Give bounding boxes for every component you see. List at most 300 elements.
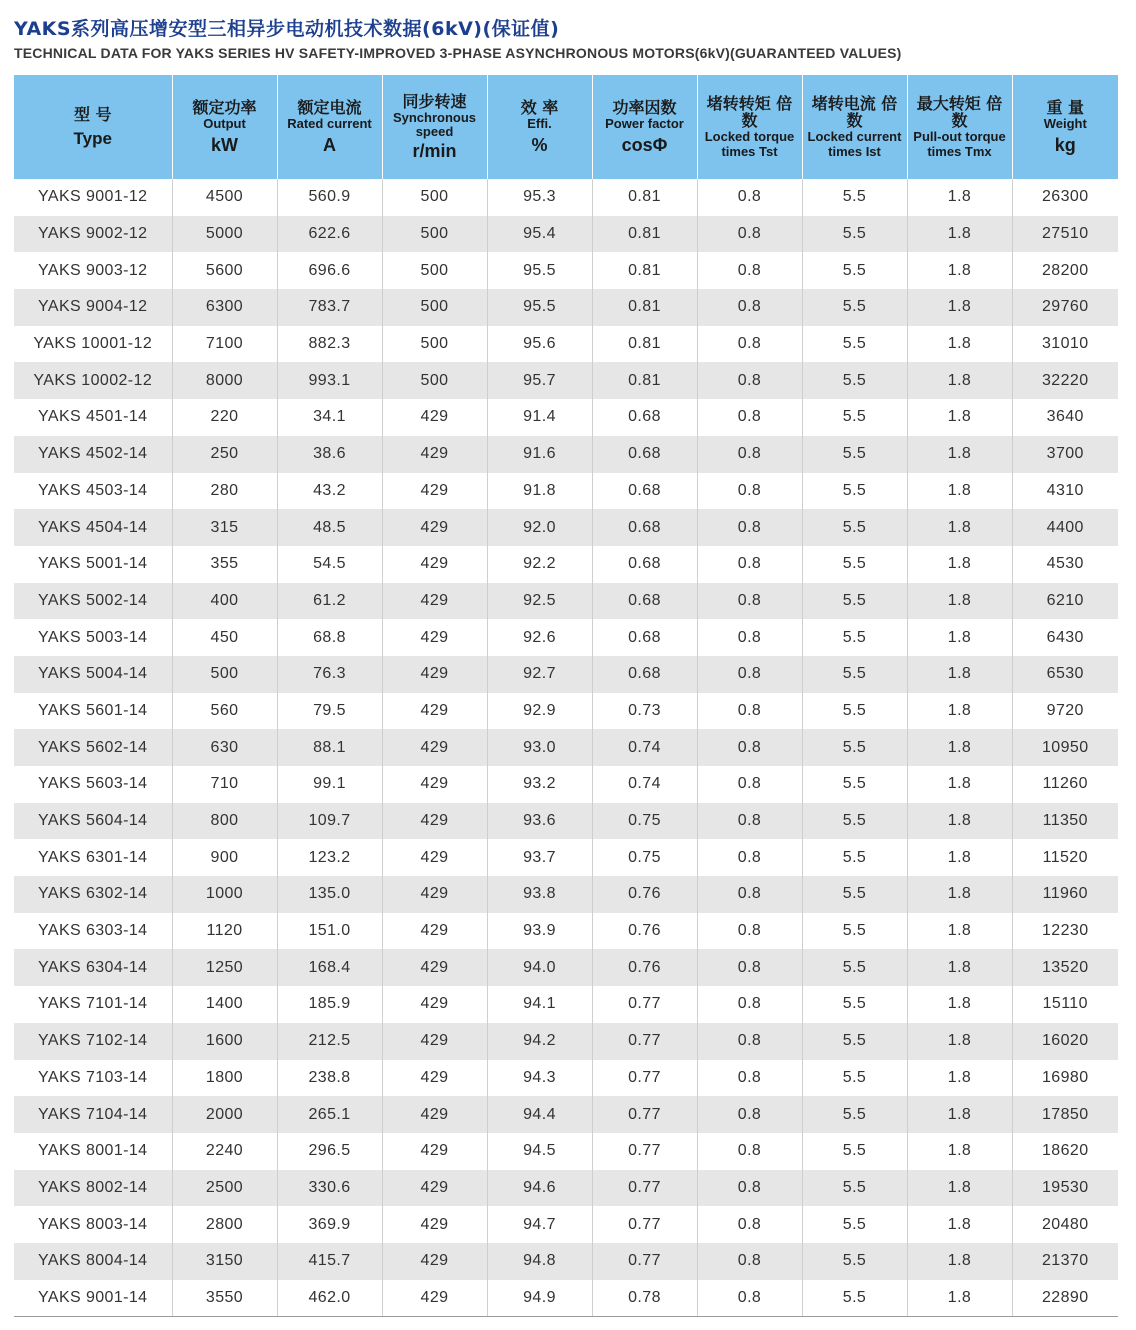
table-row [14, 1133, 1118, 1170]
cell-locked-current: 5.5 [802, 1206, 907, 1243]
cell-pull-out-torque: 1.8 [907, 1133, 1012, 1170]
table-row [14, 289, 1118, 326]
cell-type: YAKS 9001-12 [14, 179, 172, 216]
cell-pull-out-torque: 1.8 [907, 252, 1012, 289]
cell-locked-current: 5.5 [802, 1133, 907, 1170]
cell-type: YAKS 4502-14 [14, 436, 172, 473]
cell-speed: 500 [382, 179, 487, 216]
cell-locked-current: 5.5 [802, 1170, 907, 1207]
cell-type: YAKS 5603-14 [14, 766, 172, 803]
cell-rated-current: 462.0 [277, 1280, 382, 1317]
cell-locked-current: 5.5 [802, 509, 907, 546]
cell-efficiency: 94.6 [487, 1170, 592, 1207]
cell-pull-out-torque: 1.8 [907, 839, 1012, 876]
cell-weight: 6530 [1012, 656, 1118, 693]
cell-pull-out-torque: 1.8 [907, 876, 1012, 913]
col-header-cn: 效 率 [520, 97, 559, 117]
cell-output: 280 [172, 473, 277, 510]
cell-locked-torque: 0.8 [697, 546, 802, 583]
cell-locked-torque: 0.8 [697, 1096, 802, 1133]
cell-locked-torque: 0.8 [697, 913, 802, 950]
cell-pull-out-torque: 1.8 [907, 693, 1012, 730]
cell-efficiency: 91.4 [487, 399, 592, 436]
cell-efficiency: 95.6 [487, 326, 592, 363]
cell-weight: 19530 [1012, 1170, 1118, 1207]
cell-efficiency: 94.2 [487, 1023, 592, 1060]
table-row [14, 1206, 1118, 1243]
page-subtitle: TECHNICAL DATA FOR YAKS SERIES HV SAFETY-IMPROVED 3-PHASE ASYNCHRONOUS MOTORS(6kV)(GUARANTEED VALUES) [14, 45, 902, 61]
cell-type: YAKS 7104-14 [14, 1096, 172, 1133]
cell-locked-torque: 0.8 [697, 656, 802, 693]
table-row [14, 1170, 1118, 1207]
cell-output: 8000 [172, 362, 277, 399]
cell-power-factor: 0.76 [592, 949, 697, 986]
cell-type: YAKS 4501-14 [14, 399, 172, 436]
cell-power-factor: 0.77 [592, 1096, 697, 1133]
cell-rated-current: 696.6 [277, 252, 382, 289]
cell-power-factor: 0.77 [592, 1243, 697, 1280]
cell-weight: 27510 [1012, 216, 1118, 253]
cell-locked-current: 5.5 [802, 803, 907, 840]
cell-speed: 429 [382, 1133, 487, 1170]
cell-efficiency: 91.8 [487, 473, 592, 510]
table-row [14, 1096, 1118, 1133]
cell-speed: 429 [382, 1096, 487, 1133]
cell-speed: 429 [382, 399, 487, 436]
cell-pull-out-torque: 1.8 [907, 1023, 1012, 1060]
cell-power-factor: 0.77 [592, 1023, 697, 1060]
cell-type: YAKS 8003-14 [14, 1206, 172, 1243]
cell-locked-torque: 0.8 [697, 986, 802, 1023]
technical-data-table [14, 75, 1118, 1317]
cell-power-factor: 0.73 [592, 693, 697, 730]
cell-rated-current: 296.5 [277, 1133, 382, 1170]
cell-output: 2240 [172, 1133, 277, 1170]
col-header-cn: 额定电流 [297, 97, 362, 117]
cell-weight: 6210 [1012, 583, 1118, 620]
cell-rated-current: 135.0 [277, 876, 382, 913]
cell-power-factor: 0.77 [592, 1206, 697, 1243]
cell-speed: 429 [382, 1243, 487, 1280]
cell-efficiency: 94.7 [487, 1206, 592, 1243]
col-header-cn: 重 量 [1046, 97, 1085, 117]
cell-type: YAKS 8001-14 [14, 1133, 172, 1170]
cell-output: 710 [172, 766, 277, 803]
cell-pull-out-torque: 1.8 [907, 619, 1012, 656]
cell-weight: 4310 [1046, 481, 1084, 499]
cell-speed: 500 [382, 289, 487, 326]
cell-type: YAKS 10001-12 [14, 326, 172, 363]
cell-speed: 429 [382, 509, 487, 546]
table-row [14, 473, 1118, 510]
cell-weight: 12230 [1042, 922, 1089, 940]
cell-power-factor: 0.68 [592, 656, 697, 693]
cell-locked-torque: 0.8 [697, 839, 802, 876]
cell-type: YAKS 4503-14 [14, 473, 172, 510]
table-row [14, 803, 1118, 840]
cell-power-factor: 0.74 [592, 766, 697, 803]
table-row [14, 693, 1118, 730]
table-row [14, 252, 1118, 289]
col-header-cn: 功率因数 [612, 97, 677, 117]
cell-locked-current: 5.5 [802, 949, 907, 986]
table-row [14, 839, 1118, 876]
cell-locked-torque: 0.8 [697, 1023, 802, 1060]
cell-weight: 26300 [1042, 188, 1089, 206]
cell-power-factor: 0.81 [592, 179, 697, 216]
cell-type: YAKS 9001-14 [14, 1280, 172, 1317]
col-header-rated-current [277, 75, 382, 179]
cell-power-factor: 0.81 [592, 362, 697, 399]
cell-pull-out-torque: 1.8 [907, 1170, 1012, 1207]
cell-locked-current: 5.5 [802, 216, 907, 253]
cell-weight: 11960 [1012, 876, 1118, 913]
cell-type: YAKS 7101-14 [14, 986, 172, 1023]
cell-locked-current: 5.5 [802, 876, 907, 913]
table-row [14, 619, 1118, 656]
cell-type: YAKS 9003-12 [14, 252, 172, 289]
col-header-cn: 型 号 [73, 104, 112, 124]
cell-power-factor: 0.68 [592, 399, 697, 436]
cell-pull-out-torque: 1.8 [907, 583, 1012, 620]
cell-speed: 429 [382, 1206, 487, 1243]
cell-output: 220 [172, 399, 277, 436]
cell-output: 355 [172, 546, 277, 583]
cell-locked-current: 5.5 [802, 1023, 907, 1060]
cell-type: YAKS 8004-14 [14, 1243, 172, 1280]
cell-locked-current: 5.5 [802, 693, 907, 730]
cell-output: 1600 [172, 1023, 277, 1060]
table-row [14, 949, 1118, 986]
cell-locked-torque: 0.8 [697, 1060, 802, 1097]
cell-locked-current: 5.5 [802, 583, 907, 620]
cell-locked-current: 5.5 [802, 436, 907, 473]
cell-locked-torque: 0.8 [697, 362, 802, 399]
cell-locked-current: 5.5 [802, 913, 907, 950]
cell-pull-out-torque: 1.8 [907, 1243, 1012, 1280]
cell-rated-current: 415.7 [277, 1243, 382, 1280]
cell-speed: 429 [382, 729, 487, 766]
cell-efficiency: 94.5 [487, 1133, 592, 1170]
cell-output: 560 [172, 693, 277, 730]
cell-locked-torque: 0.8 [697, 1280, 802, 1317]
cell-pull-out-torque: 1.8 [907, 729, 1012, 766]
cell-type: YAKS 8002-14 [14, 1170, 172, 1207]
cell-efficiency: 93.0 [487, 729, 592, 766]
cell-efficiency: 92.6 [487, 619, 592, 656]
cell-power-factor: 0.68 [592, 509, 697, 546]
col-header-locked-torque [697, 75, 802, 179]
cell-efficiency: 92.2 [487, 546, 592, 583]
cell-type: YAKS 6303-14 [14, 913, 172, 950]
cell-efficiency: 94.8 [487, 1243, 592, 1280]
cell-pull-out-torque: 1.8 [907, 473, 1012, 510]
cell-rated-current: 34.1 [277, 399, 382, 436]
table-row [14, 876, 1118, 913]
table-row [14, 766, 1118, 803]
cell-type: YAKS 7103-14 [14, 1060, 172, 1097]
cell-rated-current: 48.5 [277, 509, 382, 546]
cell-locked-torque: 0.8 [697, 216, 802, 253]
cell-pull-out-torque: 1.8 [907, 399, 1012, 436]
cell-efficiency: 93.8 [487, 876, 592, 913]
cell-speed: 429 [382, 583, 487, 620]
cell-speed: 429 [382, 693, 487, 730]
cell-pull-out-torque: 1.8 [907, 1060, 1012, 1097]
cell-pull-out-torque: 1.8 [907, 1280, 1012, 1317]
cell-weight: 20480 [1042, 1215, 1089, 1233]
cell-output: 5000 [172, 216, 277, 253]
cell-locked-torque: 0.8 [697, 509, 802, 546]
cell-weight: 11520 [1042, 848, 1088, 866]
col-header-en: Pull-out torque times Tmx [913, 129, 1006, 159]
col-header-en: Rated current [287, 115, 372, 131]
table-row [14, 656, 1118, 693]
page-title: YAKS系列高压增安型三相异步电动机技术数据(6kV)(保证值) [14, 18, 560, 40]
cell-output: 4500 [172, 179, 277, 216]
cell-weight: 6430 [1046, 628, 1084, 646]
cell-pull-out-torque: 1.8 [907, 509, 1012, 546]
cell-rated-current: 38.6 [277, 436, 382, 473]
cell-rated-current: 265.1 [277, 1096, 382, 1133]
cell-speed: 429 [382, 1060, 487, 1097]
col-header-power-factor [592, 75, 697, 179]
cell-efficiency: 95.5 [487, 252, 592, 289]
cell-speed: 500 [382, 326, 487, 363]
cell-locked-current: 5.5 [802, 289, 907, 326]
cell-pull-out-torque: 1.8 [907, 1096, 1012, 1133]
cell-weight: 16980 [1042, 1068, 1089, 1086]
cell-output: 800 [172, 803, 277, 840]
cell-power-factor: 0.77 [592, 986, 697, 1023]
cell-locked-torque: 0.8 [697, 1243, 802, 1280]
col-header-en: Power factor [605, 115, 684, 131]
cell-efficiency: 93.2 [487, 766, 592, 803]
cell-pull-out-torque: 1.8 [907, 326, 1012, 363]
cell-output: 3550 [172, 1280, 277, 1317]
cell-rated-current: 151.0 [277, 913, 382, 950]
table-row [14, 362, 1118, 399]
cell-rated-current: 330.6 [277, 1170, 382, 1207]
cell-weight: 3640 [1046, 408, 1084, 426]
cell-rated-current: 993.1 [277, 362, 382, 399]
cell-power-factor: 0.81 [592, 252, 697, 289]
col-header-unit: % [531, 135, 548, 156]
cell-speed: 429 [382, 876, 487, 913]
cell-rated-current: 88.1 [277, 729, 382, 766]
cell-type: YAKS 5004-14 [14, 656, 172, 693]
cell-speed: 429 [382, 656, 487, 693]
col-header-weight [1012, 75, 1118, 179]
cell-output: 5600 [172, 252, 277, 289]
cell-efficiency: 92.9 [487, 693, 592, 730]
table-row [14, 1023, 1118, 1060]
cell-weight: 15110 [1042, 995, 1088, 1013]
cell-locked-current: 5.5 [802, 362, 907, 399]
cell-power-factor: 0.77 [592, 1133, 697, 1170]
cell-speed: 500 [382, 216, 487, 253]
cell-pull-out-torque: 1.8 [907, 216, 1012, 253]
cell-locked-torque: 0.8 [697, 619, 802, 656]
table-row [14, 583, 1118, 620]
cell-locked-current: 5.5 [802, 399, 907, 436]
cell-locked-torque: 0.8 [697, 289, 802, 326]
cell-output: 7100 [172, 326, 277, 363]
cell-output: 900 [172, 839, 277, 876]
cell-weight: 17850 [1012, 1096, 1118, 1133]
col-header-en: Output [203, 115, 246, 131]
col-header-en: Type [73, 129, 112, 149]
table-header-row [14, 75, 1118, 179]
cell-rated-current: 123.2 [277, 839, 382, 876]
cell-speed: 429 [382, 839, 487, 876]
cell-pull-out-torque: 1.8 [907, 986, 1012, 1023]
cell-locked-torque: 0.8 [697, 949, 802, 986]
table-row [14, 509, 1118, 546]
cell-locked-torque: 0.8 [697, 1133, 802, 1170]
cell-speed: 500 [382, 252, 487, 289]
cell-locked-torque: 0.8 [697, 473, 802, 510]
cell-locked-current: 5.5 [802, 1280, 907, 1317]
cell-locked-current: 5.5 [802, 179, 907, 216]
cell-output: 1800 [172, 1060, 277, 1097]
cell-rated-current: 61.2 [277, 583, 382, 620]
cell-efficiency: 95.4 [487, 216, 592, 253]
cell-locked-torque: 0.8 [697, 1170, 802, 1207]
table-row [14, 1280, 1118, 1317]
cell-rated-current: 54.5 [277, 546, 382, 583]
cell-output: 6300 [172, 289, 277, 326]
cell-rated-current: 68.8 [277, 619, 382, 656]
cell-efficiency: 91.6 [487, 436, 592, 473]
cell-locked-current: 5.5 [802, 1096, 907, 1133]
cell-locked-torque: 0.8 [697, 583, 802, 620]
cell-type: YAKS 9004-12 [14, 289, 172, 326]
cell-locked-current: 5.5 [802, 619, 907, 656]
cell-efficiency: 95.3 [487, 179, 592, 216]
table-row [14, 913, 1118, 950]
cell-locked-current: 5.5 [802, 473, 907, 510]
cell-efficiency: 94.4 [487, 1096, 592, 1133]
cell-rated-current: 79.5 [277, 693, 382, 730]
cell-output: 1000 [172, 876, 277, 913]
table-row [14, 216, 1118, 253]
cell-rated-current: 185.9 [277, 986, 382, 1023]
col-header-type [14, 75, 172, 179]
cell-type: YAKS 5002-14 [14, 583, 172, 620]
table-row [14, 1060, 1118, 1097]
cell-power-factor: 0.68 [592, 619, 697, 656]
cell-power-factor: 0.76 [592, 876, 697, 913]
cell-efficiency: 94.9 [487, 1280, 592, 1317]
table-row [14, 546, 1118, 583]
cell-output: 400 [172, 583, 277, 620]
cell-pull-out-torque: 1.8 [907, 766, 1012, 803]
cell-locked-current: 5.5 [802, 766, 907, 803]
cell-speed: 429 [382, 913, 487, 950]
cell-output: 250 [172, 436, 277, 473]
cell-type: YAKS 6304-14 [14, 949, 172, 986]
cell-output: 2500 [172, 1170, 277, 1207]
cell-weight: 13520 [1012, 949, 1118, 986]
col-header-unit: kW [211, 135, 238, 156]
cell-efficiency: 94.1 [487, 986, 592, 1023]
cell-rated-current: 76.3 [277, 656, 382, 693]
cell-pull-out-torque: 1.8 [907, 546, 1012, 583]
cell-locked-current: 5.5 [802, 326, 907, 363]
col-header-unit: r/min [412, 140, 457, 161]
cell-weight: 32220 [1012, 362, 1118, 399]
cell-power-factor: 0.76 [592, 913, 697, 950]
cell-power-factor: 0.74 [592, 729, 697, 766]
cell-type: YAKS 9002-12 [14, 216, 172, 253]
cell-pull-out-torque: 1.8 [907, 913, 1012, 950]
cell-speed: 429 [382, 1170, 487, 1207]
cell-speed: 429 [382, 1280, 487, 1317]
cell-weight: 11260 [1042, 775, 1088, 793]
cell-efficiency: 93.6 [487, 803, 592, 840]
cell-output: 1120 [172, 913, 277, 950]
cell-speed: 429 [382, 949, 487, 986]
cell-locked-torque: 0.8 [697, 326, 802, 363]
cell-output: 630 [172, 729, 277, 766]
cell-locked-torque: 0.8 [697, 876, 802, 913]
cell-efficiency: 92.5 [487, 583, 592, 620]
cell-rated-current: 369.9 [277, 1206, 382, 1243]
col-header-cn: 堵转电流 倍数 [811, 93, 898, 131]
cell-weight: 31010 [1042, 335, 1089, 353]
cell-weight: 21370 [1012, 1243, 1118, 1280]
cell-rated-current: 560.9 [277, 179, 382, 216]
cell-rated-current: 43.2 [277, 473, 382, 510]
cell-efficiency: 95.5 [487, 289, 592, 326]
col-header-cn: 额定功率 [192, 97, 257, 117]
cell-locked-current: 5.5 [802, 1060, 907, 1097]
cell-pull-out-torque: 1.8 [907, 436, 1012, 473]
cell-power-factor: 0.78 [592, 1280, 697, 1317]
cell-output: 315 [172, 509, 277, 546]
col-header-cn: 同步转速 [402, 91, 467, 111]
cell-weight: 16020 [1012, 1023, 1118, 1060]
col-header-pull-out-torque [907, 75, 1012, 179]
cell-power-factor: 0.68 [592, 583, 697, 620]
cell-efficiency: 93.9 [487, 913, 592, 950]
cell-output: 450 [172, 619, 277, 656]
cell-rated-current: 238.8 [277, 1060, 382, 1097]
col-header-en: Effi. [527, 115, 552, 131]
cell-locked-torque: 0.8 [697, 693, 802, 730]
cell-efficiency: 94.0 [487, 949, 592, 986]
table-row [14, 179, 1118, 216]
cell-efficiency: 92.7 [487, 656, 592, 693]
cell-type: YAKS 6302-14 [14, 876, 172, 913]
col-header-en: Weight [1043, 115, 1087, 131]
cell-locked-current: 5.5 [802, 986, 907, 1023]
cell-locked-current: 5.5 [802, 252, 907, 289]
cell-locked-torque: 0.8 [697, 179, 802, 216]
cell-locked-torque: 0.8 [697, 252, 802, 289]
cell-power-factor: 0.77 [592, 1170, 697, 1207]
cell-efficiency: 93.7 [487, 839, 592, 876]
cell-pull-out-torque: 1.8 [907, 289, 1012, 326]
col-header-cn: 最大转矩 倍数 [916, 93, 1003, 131]
col-header-unit: kg [1054, 135, 1076, 156]
col-header-locked-current [802, 75, 907, 179]
cell-rated-current: 622.6 [277, 216, 382, 253]
col-header-unit: cosΦ [621, 135, 668, 156]
cell-rated-current: 168.4 [277, 949, 382, 986]
table-body [14, 179, 1118, 1317]
